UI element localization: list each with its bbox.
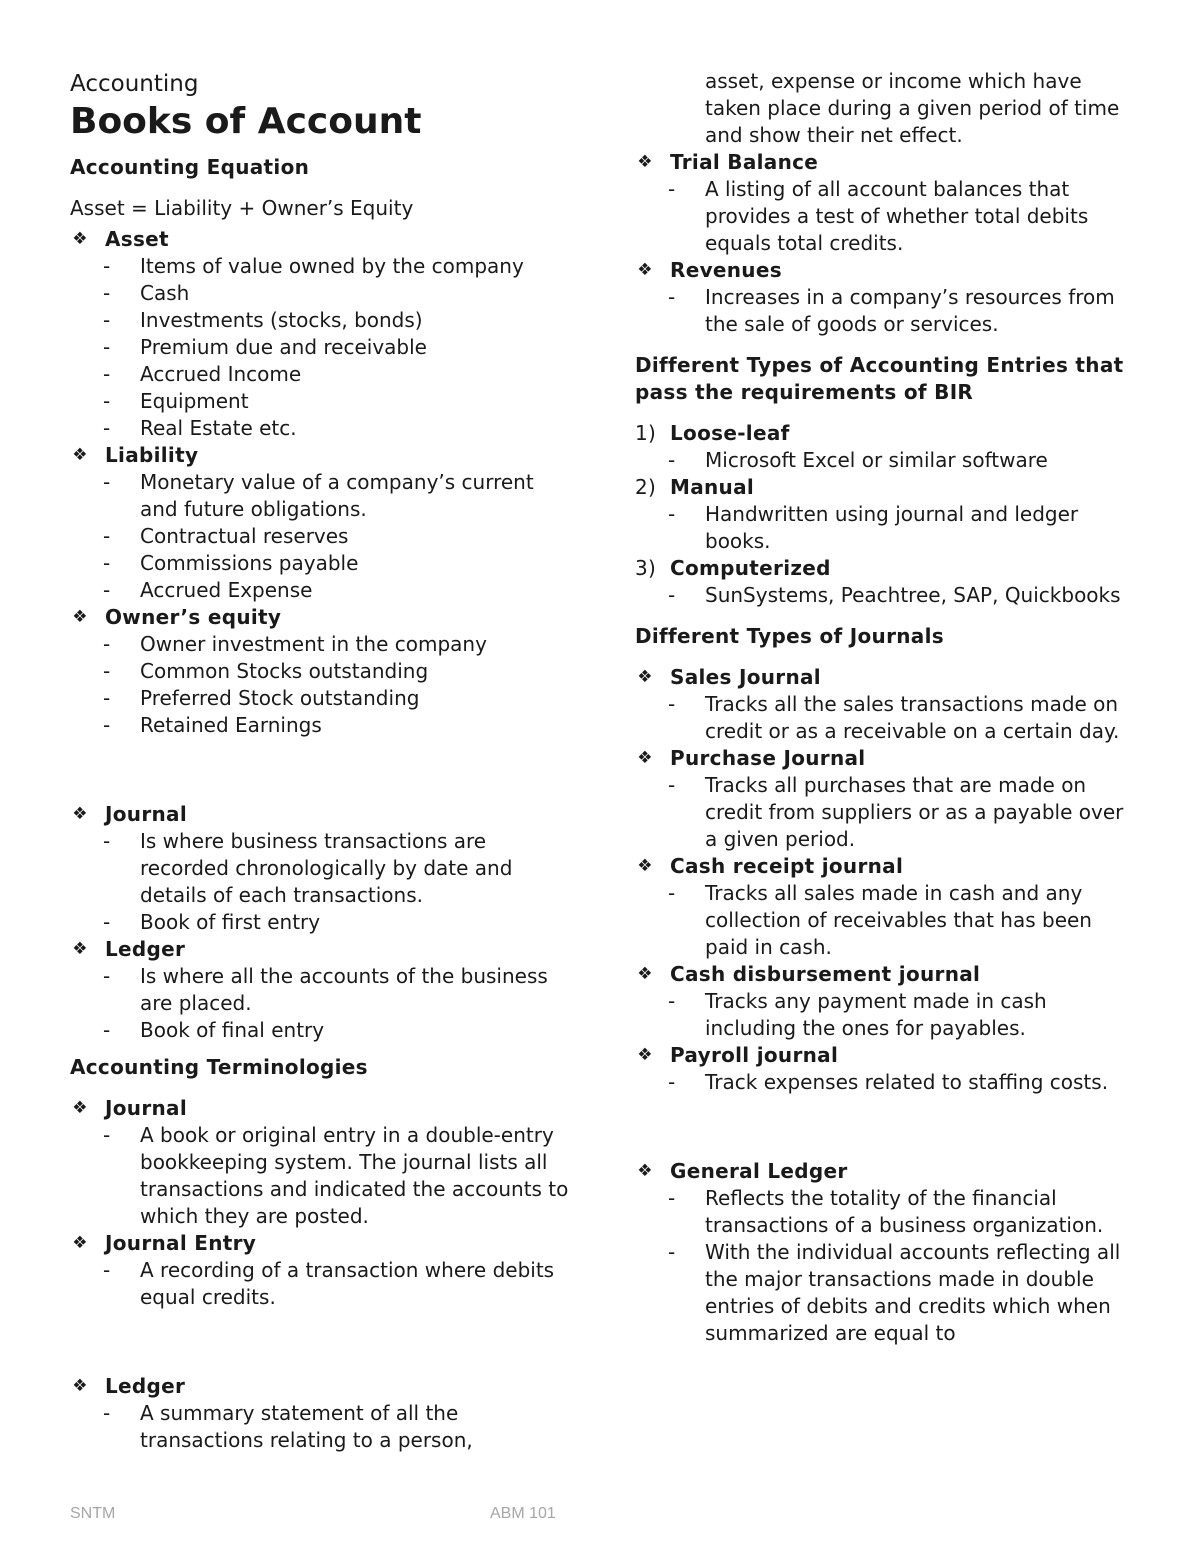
group-owner-s-equity [70, 604, 570, 739]
dash-bullet-icon: - [103, 1018, 111, 1042]
bullet-list [70, 1257, 570, 1311]
group-cash-disbursement-journal [635, 961, 1135, 1042]
diamond-bullet-icon: ❖ [72, 1376, 88, 1396]
bullet-list [70, 828, 570, 936]
list-item: - Book of first entry [103, 910, 321, 934]
entry-computerized [635, 555, 1135, 609]
dash-bullet-icon: - [103, 1258, 111, 1282]
dash-bullet-icon: - [103, 389, 111, 413]
dash-bullet-icon: - [103, 964, 111, 988]
group-ledger [70, 1373, 570, 1454]
dash-bullet-icon: - [668, 1070, 676, 1094]
bullet-list [635, 284, 1135, 338]
group-title: ❖ Payroll journal [635, 1042, 1135, 1069]
dash-bullet-icon: - [668, 1240, 676, 1264]
dash-bullet-icon: - [668, 881, 676, 905]
list-item: - Monetary value of a company’s current and future obligations. [103, 470, 534, 521]
group-revenues [635, 257, 1135, 338]
list-item: - Microsoft Excel or similar software [668, 448, 1048, 472]
dash-bullet-icon: - [668, 583, 676, 607]
list-item: - A listing of all account balances that provides a test of whether total debits equals total credits. [668, 177, 1089, 255]
right-groups-b [635, 1158, 1135, 1347]
dash-bullet-icon: - [668, 1186, 676, 1210]
list-item: - Owner investment in the company [103, 632, 487, 656]
bullet-list [70, 469, 570, 604]
diamond-bullet-icon: ❖ [637, 667, 653, 687]
list-item: - Commissions payable [103, 551, 359, 575]
dash-bullet-icon: - [103, 686, 111, 710]
list-item: - Tracks all sales made in cash and any collection of receivables that has been paid in cash. [668, 881, 1092, 959]
continued-item: asset, expense or income which have taken place during a given period of time and show their net effect. [705, 69, 1120, 147]
right-column [635, 68, 1135, 1347]
dash-bullet-icon: - [103, 632, 111, 656]
list-item: - SunSystems, Peachtree, SAP, Quickbooks [668, 583, 1121, 607]
group-title: ❖ Revenues [635, 257, 1135, 284]
footer-course: ABM 101 [490, 1505, 556, 1522]
list-item: - Common Stocks outstanding [103, 659, 429, 683]
group-title: ❖ Ledger [70, 1373, 570, 1400]
group-title: ❖ Trial Balance [635, 149, 1135, 176]
dash-bullet-icon: - [103, 829, 111, 853]
entry-title: 3) Computerized [635, 556, 831, 580]
bullet-list [635, 501, 1135, 555]
bullet-list [635, 1185, 1135, 1347]
list-item: - Reflects the totality of the financial transactions of a business organization. [668, 1186, 1104, 1237]
group-title: ❖ Journal [70, 1095, 570, 1122]
diamond-bullet-icon: ❖ [72, 607, 88, 627]
book-groups [70, 801, 570, 1044]
group-sales-journal [635, 664, 1135, 745]
group-title: ❖ Cash disbursement journal [635, 961, 1135, 988]
group-liability [70, 442, 570, 604]
dash-bullet-icon: - [103, 578, 111, 602]
group-journal [70, 801, 570, 936]
bullet-list [635, 176, 1135, 257]
group-journal-entry [70, 1230, 570, 1311]
section-heading-terminologies: Accounting Terminologies [70, 1055, 368, 1079]
dash-bullet-icon: - [668, 502, 676, 526]
bullet-list [635, 988, 1135, 1042]
group-purchase-journal [635, 745, 1135, 853]
diamond-bullet-icon: ❖ [72, 1233, 88, 1253]
group-cash-receipt-journal [635, 853, 1135, 961]
group-journal [70, 1095, 570, 1230]
left-column [70, 68, 570, 1454]
bullet-list [70, 253, 570, 442]
bullet-list [70, 963, 570, 1044]
subject-label: Accounting [70, 71, 199, 97]
list-item: - Tracks all the sales transactions made on credit or as a receivable on a certain day. [668, 692, 1120, 743]
dash-bullet-icon: - [103, 254, 111, 278]
list-item: - Retained Earnings [103, 713, 322, 737]
group-trial-balance [635, 149, 1135, 257]
bullet-list [635, 582, 1135, 609]
list-item: - Accrued Income [103, 362, 302, 386]
dash-bullet-icon: - [103, 308, 111, 332]
group-title: ❖ Ledger [70, 936, 570, 963]
diamond-bullet-icon: ❖ [637, 260, 653, 280]
diamond-bullet-icon: ❖ [637, 1045, 653, 1065]
group-title: ❖ General Ledger [635, 1158, 1135, 1185]
dash-bullet-icon: - [103, 551, 111, 575]
list-item: - Handwritten using journal and ledger books. [668, 502, 1079, 553]
dash-bullet-icon: - [668, 177, 676, 201]
group-title: ❖ Journal [70, 801, 570, 828]
group-title: ❖ Liability [70, 442, 570, 469]
footer-left: SNTM [70, 1505, 116, 1522]
dash-bullet-icon: - [668, 773, 676, 797]
dash-bullet-icon: - [103, 362, 111, 386]
bullet-list [635, 691, 1135, 745]
dash-bullet-icon: - [668, 692, 676, 716]
list-item: - Investments (stocks, bonds) [103, 308, 423, 332]
dash-bullet-icon: - [103, 524, 111, 548]
terminology-groups-a [70, 1095, 570, 1311]
list-item: - Is where business transactions are recorded chronologically by date and details of each transactions. [103, 829, 513, 907]
list-item: - Items of value owned by the company [103, 254, 524, 278]
bullet-list [70, 1400, 570, 1454]
entry-number: 2) [635, 475, 657, 499]
section-heading-journals: Different Types of Journals [635, 624, 944, 648]
diamond-bullet-icon: ❖ [72, 804, 88, 824]
list-item: - Tracks all purchases that are made on credit from suppliers or as a payable over a given period. [668, 773, 1124, 851]
group-title: ❖ Owner’s equity [70, 604, 570, 631]
section-heading-entries: Different Types of Accounting Entries that pass the requirements of BIR [635, 353, 1124, 404]
entries-list [635, 420, 1135, 609]
list-item: - Premium due and receivable [103, 335, 427, 359]
page-title: Books of Account [70, 101, 422, 142]
diamond-bullet-icon: ❖ [637, 964, 653, 984]
dash-bullet-icon: - [103, 416, 111, 440]
dash-bullet-icon: - [103, 713, 111, 737]
bullet-list [70, 1122, 570, 1230]
equation-groups [70, 226, 570, 739]
dash-bullet-icon: - [103, 335, 111, 359]
diamond-bullet-icon: ❖ [637, 748, 653, 768]
list-item: - Accrued Expense [103, 578, 313, 602]
list-item: - Is where all the accounts of the business are placed. [103, 964, 548, 1015]
group-ledger [70, 936, 570, 1044]
journal-types [635, 664, 1135, 1096]
bullet-list [70, 631, 570, 739]
dash-bullet-icon: - [103, 281, 111, 305]
list-item: - Increases in a company’s resources from the sale of goods or services. [668, 285, 1115, 336]
list-item: - A book or original entry in a double-entry bookkeeping system. The journal lists all transactions and indicated the accounts to which they are posted. [103, 1123, 569, 1228]
dash-bullet-icon: - [103, 910, 111, 934]
group-title: ❖ Purchase Journal [635, 745, 1135, 772]
bullet-list [635, 447, 1135, 474]
list-item: - Equipment [103, 389, 249, 413]
group-title: ❖ Cash receipt journal [635, 853, 1135, 880]
list-item: - Track expenses related to staffing costs. [668, 1070, 1109, 1094]
terminology-groups-b [70, 1373, 570, 1454]
diamond-bullet-icon: ❖ [72, 1098, 88, 1118]
list-item: - A summary statement of all the transactions relating to a person, [103, 1401, 473, 1452]
diamond-bullet-icon: ❖ [637, 152, 653, 172]
equation-text: Asset = Liability + Owner’s Equity [70, 196, 414, 220]
group-title: ❖ Asset [70, 226, 570, 253]
entry-manual [635, 474, 1135, 555]
dash-bullet-icon: - [103, 1123, 111, 1147]
dash-bullet-icon: - [103, 1401, 111, 1425]
dash-bullet-icon: - [668, 285, 676, 309]
group-title: ❖ Journal Entry [70, 1230, 570, 1257]
list-item: - Preferred Stock outstanding [103, 686, 420, 710]
bullet-list [635, 880, 1135, 961]
entry-loose-leaf [635, 420, 1135, 474]
entry-title: 2) Manual [635, 475, 755, 499]
continued-list [635, 68, 1135, 149]
list-item: - Cash [103, 281, 190, 305]
list-item: - Real Estate etc. [103, 416, 297, 440]
bullet-list [635, 1069, 1135, 1096]
list-item: - Contractual reserves [103, 524, 349, 548]
diamond-bullet-icon: ❖ [72, 229, 88, 249]
list-item: - Book of final entry [103, 1018, 325, 1042]
diamond-bullet-icon: ❖ [72, 445, 88, 465]
list-item: - Tracks any payment made in cash including the ones for payables. [668, 989, 1047, 1040]
group-payroll-journal [635, 1042, 1135, 1096]
dash-bullet-icon: - [103, 470, 111, 494]
group-asset [70, 226, 570, 442]
dash-bullet-icon: - [668, 448, 676, 472]
bullet-list [635, 772, 1135, 853]
list-item: - With the individual accounts reflecting all the major transactions made in double entries of debits and credits which when summarized are equal to [668, 1240, 1121, 1345]
group-title: ❖ Sales Journal [635, 664, 1135, 691]
group-general-ledger [635, 1158, 1135, 1347]
diamond-bullet-icon: ❖ [72, 939, 88, 959]
diamond-bullet-icon: ❖ [637, 1161, 653, 1181]
entry-number: 3) [635, 556, 657, 580]
list-item: - A recording of a transaction where debits equal credits. [103, 1258, 555, 1309]
entry-title: 1) Loose-leaf [635, 421, 790, 445]
dash-bullet-icon: - [103, 659, 111, 683]
dash-bullet-icon: - [668, 989, 676, 1013]
entry-number: 1) [635, 421, 657, 445]
diamond-bullet-icon: ❖ [637, 856, 653, 876]
right-groups-a [635, 149, 1135, 338]
section-heading-equation: Accounting Equation [70, 155, 310, 179]
